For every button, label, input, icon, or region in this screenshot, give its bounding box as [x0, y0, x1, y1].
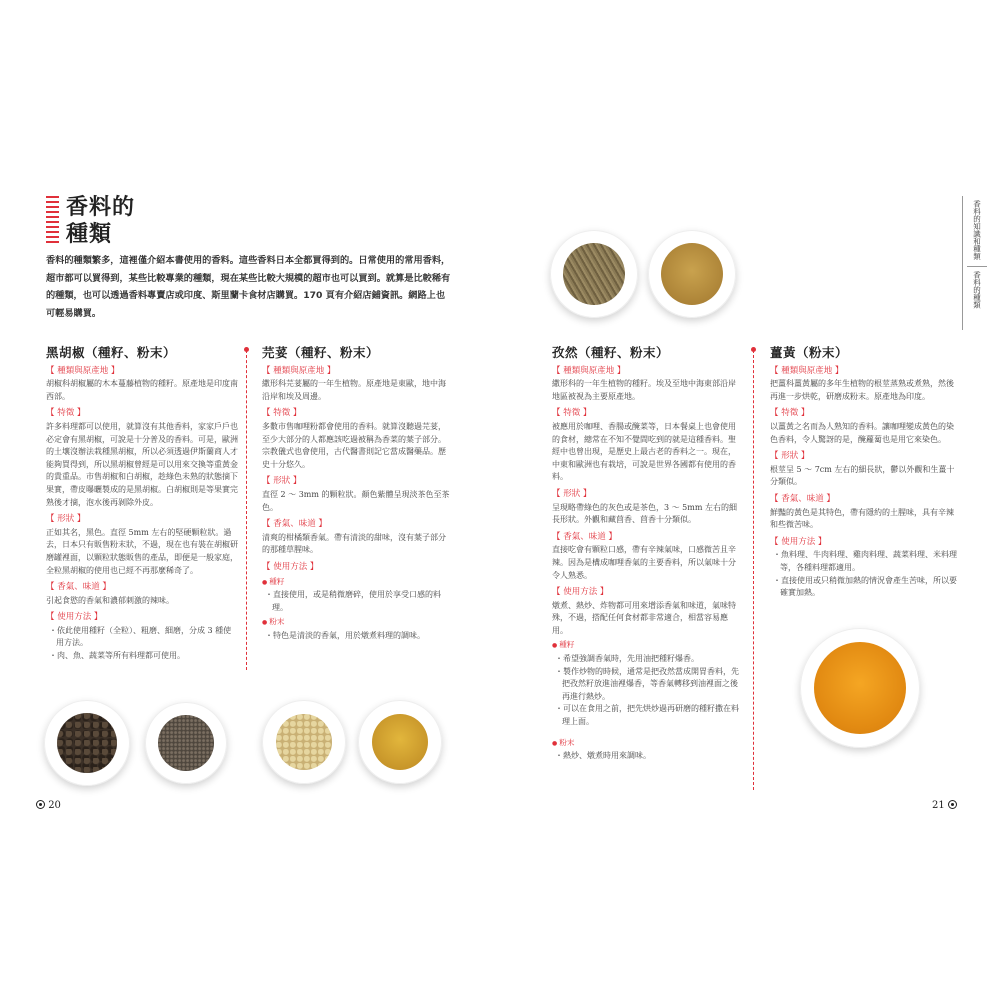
section-text: 多數市售咖哩粉都會使用的香料。就算沒聽過芫荽，至少大部分的人都應該吃過被稱為香菜的葉子部分。宗教儀式也會使用，古代醫書則記它當成醫藥品。歷史十分悠久。 [262, 421, 446, 469]
section-text: 繖形科芫荽屬的一年生植物。原產地是東歐，地中海沿岸和埃及周邊。 [262, 379, 446, 401]
section-label: 【 使用方法 】 [552, 587, 609, 598]
coriander-seed-plate [262, 700, 346, 784]
section-label: 【 形狀 】 [46, 514, 86, 525]
black-pepper-ground-plate [145, 702, 227, 784]
page-marker-icon [948, 800, 957, 809]
section-label: 【 香氣、味道 】 [552, 531, 617, 542]
column-divider [753, 350, 754, 790]
spice-name: 黑胡椒（種籽、粉末） [46, 345, 177, 360]
section-label: 【 特徵 】 [262, 408, 302, 419]
black-pepper-whole-plate [44, 700, 130, 786]
section-text: 呈現略帶綠色的灰色或是茶色，3 ～ 5mm 左右的細長形狀。外觀和藏茴香、茴香十分類似。 [552, 502, 737, 525]
section-text: 被應用於咖哩、香腸或醃菜等，日本餐桌上也會使用的食材，總常在不知不覺間吃到的就是這種香料。聖經中也曾出現，是歷史上最古老的香料之一。現在，中東和歐洲也有栽培，可說是世界各國都有使用的香料。 [552, 421, 736, 482]
section-text: 以薑黃之名而為人熟知的香料。讓咖哩變成黃色的染色香料，令人驚訝的是，醃蘿蔔也是用它來染色。 [770, 421, 954, 444]
title-stripes [46, 196, 59, 246]
list-item: ・ 製作炒物的時候，通常是把孜然當成開胃香料，先把孜然籽放進油裡爆香，等香氣轉移到油裡面之後再進行熱炒。 [552, 666, 742, 704]
spice-column-turmeric [770, 347, 960, 600]
section-label: 【 形狀 】 [770, 451, 810, 462]
spice-column-black-pepper [46, 347, 238, 663]
section-label: 【 種類與原產地 】 [770, 365, 844, 376]
list-item: ・ 可以在食用之前，把先烘炒過再研磨的種籽撒在料理上面。 [552, 703, 742, 728]
spice-name: 芫荽（種籽、粉末） [262, 345, 380, 360]
section-label: 【 香氣、味道 】 [262, 519, 327, 530]
page-number-right: 21 [932, 800, 957, 811]
section-text: 燉煮、熱炒、炸物都可用來增添香氣和味道，氣味特殊，不過，搭配任何食材都非常適合，相當容易應用。 [552, 600, 736, 635]
intro-text: 香料的種類繁多，這裡僅介紹本書使用的香料。這些香料日本全都買得到的。日常使用的常用香料，超市都可以買得到，某些比較專業的種類，現在某些比較大規模的超市也可以買到。就算是比較稀有的種類，也可以透過香料專賣店或印度、斯里蘭卡食材店購買。170 頁有介紹店鋪資訊。網路上也可輕易購買。 [46, 255, 451, 319]
list-item: ・ 希望強調香氣時，先用油把種籽爆香。 [552, 653, 742, 666]
section-label: 【 形狀 】 [262, 476, 302, 487]
section-text: 許多料理都可以使用，就算沒有其他香料，家家戶戶也必定會有黑胡椒，可說是十分普及的香料。可是，歐洲的土壤沒辦法栽種黑胡椒，所以必須透過伊斯蘭商人才能夠買得到，所以黑胡椒曾經是可以用來交換等重黃金的貴重品。市售胡椒和白胡椒，趁綠色未熟的狀態摘下果實，帶皮曝曬製成的是黑胡椒。白胡椒則是等果實完熟後才摘，泡水後再剝除外皮。 [46, 421, 238, 507]
section-label: 【 形狀 】 [552, 488, 592, 499]
spice-column-coriander [262, 347, 452, 642]
page-marker-icon [36, 800, 45, 809]
section-label: 【 香氣、味道 】 [46, 582, 111, 593]
side-tab-section[interactable]: 香料的種類 [972, 271, 982, 309]
chapter-side-tab[interactable] [962, 196, 990, 330]
spice-name: 薑黃（粉末） [770, 345, 849, 360]
section-label: 【 種類與原產地 】 [552, 365, 626, 376]
list-item: ・ 熱炒、燉煮時用來調味。 [552, 750, 742, 763]
section-label: 【 種類與原產地 】 [46, 365, 120, 376]
section-label: 【 使用方法 】 [770, 536, 827, 547]
section-label: 【 使用方法 】 [46, 612, 103, 623]
section-label: 【 種類與原產地 】 [262, 365, 336, 376]
list-item: ・ 特色是清淡的香氣，用於燉煮料理的調味。 [262, 630, 452, 643]
section-text: 胡椒科胡椒屬的木本蔓藤植物的種籽。原產地是印度南西部。 [46, 379, 238, 401]
section-text: 鮮豔的黃色是其特色，帶有隱約的土腥味，具有辛辣和些微苦味。 [770, 507, 954, 530]
section-label: 【 特徵 】 [552, 408, 592, 419]
page-title: 香料的 種類 [66, 194, 136, 247]
section-text: 繖形科的一年生植物的種籽。埃及至地中海東部沿岸地區被視為主要原產地。 [552, 379, 736, 401]
subsection-label: ● 種籽 [262, 576, 452, 590]
section-label: 【 特徵 】 [46, 408, 86, 419]
section-text: 正如其名，黑色。直徑 5mm 左右的堅硬顆粒狀。過去，日本只有販售粉末狀，不過，現在也有裝在胡椒研磨罐裡面，以顆粒狀態販售的產品，即便是一般家庭，全粒黑胡椒的使用也已經不再那麼稀奇了。 [46, 527, 238, 575]
list-item: ・ 魚料理、牛肉料理、雞肉料理、蔬菜料理、米料理等，各種料理都適用。 [770, 549, 960, 574]
side-tab-chapter[interactable]: 香料的知識和種類 [972, 200, 982, 260]
subsection-label: ● 種籽 [552, 639, 742, 653]
section-text: 直接吃會有顆粒口感，帶有辛辣氣味，口感微苦且辛辣。因為是構成咖哩香氣的主要香料，所以氣味十分令人熟悉。 [552, 545, 736, 580]
page-number-left: 20 [36, 800, 61, 811]
list-item: ・ 依此使用種籽（全粒）、粗磨、細磨，分成 3 種使用方法。 [46, 625, 238, 650]
list-item: ・ 肉、魚、蔬菜等所有料理都可使用。 [46, 650, 238, 663]
cumin-powder-plate [648, 230, 736, 318]
column-divider [246, 350, 247, 670]
spice-column-cumin [552, 347, 742, 763]
turmeric-powder-plate [800, 628, 920, 748]
spice-name: 孜然（種籽、粉末） [552, 345, 670, 360]
subsection-label: ● 粉末 [552, 737, 742, 751]
section-text: 清爽的柑橘類香氣。帶有清淡的甜味，沒有葉子部分的那種草腥味。 [262, 532, 446, 555]
coriander-powder-plate [358, 700, 442, 784]
section-text: 直徑 2 ～ 3mm 的顆粒狀。顏色紫體呈現淡茶色至茶色。 [262, 489, 450, 512]
list-item: ・ 直接使用或只稍微加熱的情況會產生苦味，所以要確實加熱。 [770, 575, 960, 600]
list-item: ・ 直接使用，或是稍微磨碎，使用於享受口感的料理。 [262, 589, 452, 614]
subsection-label: ● 粉末 [262, 616, 452, 630]
cumin-seed-plate [550, 230, 638, 318]
section-text: 根莖呈 5 ～ 7cm 左右的細長狀，鬱以外觀和生薑十分類似。 [770, 464, 955, 487]
section-label: 【 香氣、味道 】 [770, 493, 835, 504]
section-text: 引起食慾的香氣和濃郁刺激的辣味。 [46, 595, 174, 605]
section-text: 把薑科薑黃屬的多年生植物的根莖蒸熟或煮熟，然後再進一步烘乾，研磨成粉末。原產地為印度。 [770, 379, 954, 401]
section-label: 【 使用方法 】 [262, 561, 319, 572]
section-label: 【 特徵 】 [770, 408, 810, 419]
